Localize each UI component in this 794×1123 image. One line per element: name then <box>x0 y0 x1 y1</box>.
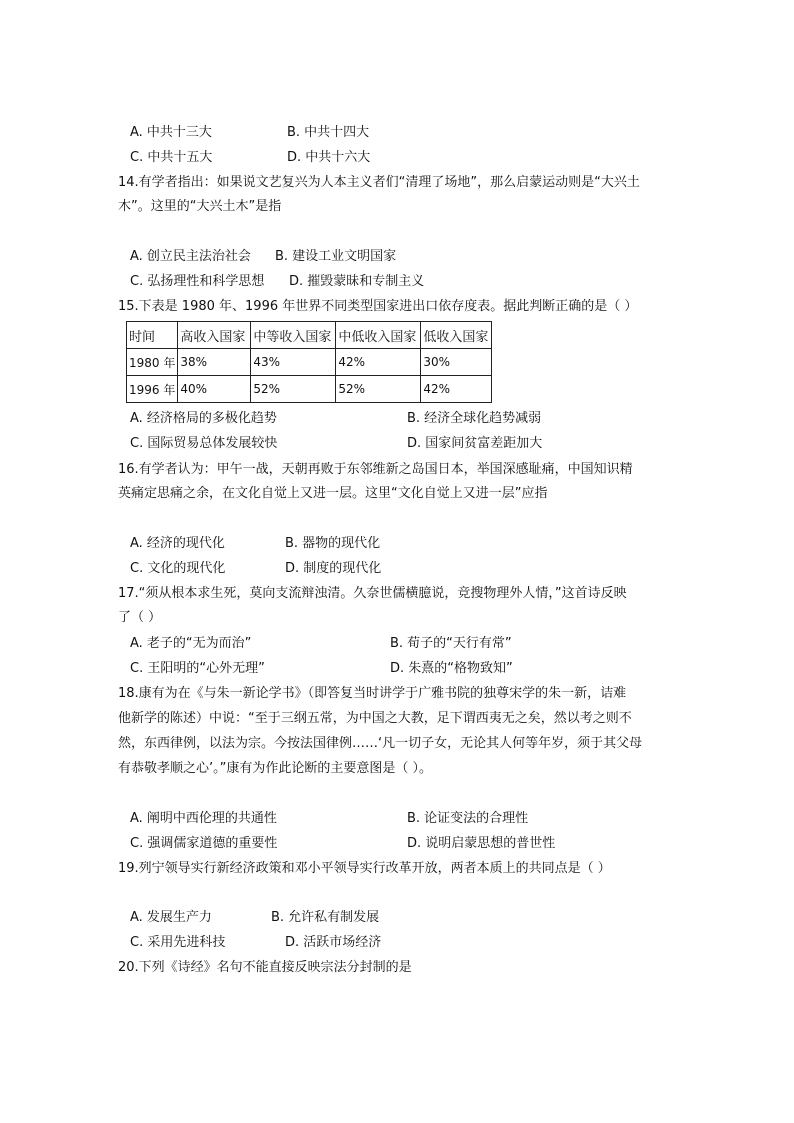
q16-option-d: D. 制度的现代化 <box>285 561 382 576</box>
q19-option-d: D. 活跃市场经济 <box>285 935 382 950</box>
q18-option-d: D. 说明启蒙思想的普世性 <box>407 836 556 851</box>
q17-stem-line1: 17.“须从根本求生死，莫向支流辩浊清。久奈世儒横臆说，竞搜物理外人情，”这首诗反映 <box>118 586 627 601</box>
q14-option-a: A. 创立民主法治社会 <box>130 249 251 264</box>
q19-option-b: B. 允许私有制发展 <box>271 910 380 925</box>
q17-stem-line2: 了（ ） <box>118 610 162 625</box>
table-row <box>127 376 492 403</box>
q17-option-b: B. 荀子的“天行有常” <box>390 636 512 651</box>
q17-option-c: C. 王阳明的“心外无理” <box>130 661 265 676</box>
table-header-cell: 中低收入国家 <box>336 322 421 349</box>
q17-option-d: D. 朱熹的“格物致知” <box>390 661 513 676</box>
table-cell: 1996 年 <box>127 376 178 403</box>
q18-option-b: B. 论证变法的合理性 <box>407 811 529 826</box>
table-cell: 52% <box>336 376 421 403</box>
q15-option-d: D. 国家间贫富差距加大 <box>407 436 543 451</box>
q19-option-a: A. 发展生产力 <box>130 910 212 925</box>
table-header-cell: 时间 <box>127 322 178 349</box>
q16-stem-line2: 英痛定思痛之余，在文化自觉上又进一层。这里“文化自觉上又进一层”应指 <box>118 486 548 501</box>
q15-stem: 15.下表是 1980 年、1996 年世界不同类型国家进出口依存度表。据此判断正确的是（ ） <box>118 299 638 314</box>
q18-stem-line2: 他新学的陈述）中说：“至于三纲五常，为中国之大教，足下谓西夷无之矣，然以考之则不 <box>118 711 632 726</box>
q18-stem-line1: 18.康有为在《与朱一新论学书》（即答复当时讲学于广雅书院的独尊宋学的朱一新，诘难 <box>118 686 627 701</box>
q13-option-d: D. 中共十六大 <box>287 150 371 165</box>
table-cell: 42% <box>421 376 492 403</box>
q18-stem-line4: 有恭敬孝顺之心’。”康有为作此论断的主要意图是（ ）。 <box>118 761 432 776</box>
q15-option-c: C. 国际贸易总体发展较快 <box>130 436 278 451</box>
q14-stem-line1: 14.有学者指出：如果说文艺复兴为人本主义者们“清理了场地”，那么启蒙运动则是“大兴土 <box>118 175 640 190</box>
q16-option-c: C. 文化的现代化 <box>130 561 226 576</box>
table-cell: 43% <box>251 349 336 376</box>
table-header-cell: 低收入国家 <box>421 322 492 349</box>
table-header-row <box>127 322 492 349</box>
q15-option-b: B. 经济全球化趋势减弱 <box>407 411 542 426</box>
q20-stem: 20.下列《诗经》名句不能直接反映宗法分封制的是 <box>118 960 412 975</box>
table-cell: 40% <box>178 376 251 403</box>
q14-option-d: D. 摧毁蒙昧和专制主义 <box>289 274 425 289</box>
q19-stem: 19.列宁领导实行新经济政策和邓小平领导实行改革开放，两者本质上的共同点是（ ） <box>118 861 611 876</box>
table-cell: 1980 年 <box>127 349 178 376</box>
q18-stem-line3: 然，东西律例，以法为宗。今按法国律例……‘凡一切子女，无论其人何等年岁，须于其父母 <box>118 736 643 751</box>
q18-option-a: A. 阐明中西伦理的共通性 <box>130 811 277 826</box>
table-header-cell: 中等收入国家 <box>251 322 336 349</box>
q16-option-b: B. 器物的现代化 <box>285 536 381 551</box>
table-cell: 30% <box>421 349 492 376</box>
table-cell: 38% <box>178 349 251 376</box>
q14-option-b: B. 建设工业文明国家 <box>275 249 397 264</box>
table-header-cell: 高收入国家 <box>178 322 251 349</box>
q16-option-a: A. 经济的现代化 <box>130 536 225 551</box>
q19-option-c: C. 采用先进科技 <box>130 935 226 950</box>
q15-option-a: A. 经济格局的多极化趋势 <box>130 411 277 426</box>
q14-stem-line2: 木”。这里的“大兴土木”是指 <box>118 199 282 214</box>
q13-option-a: A. 中共十三大 <box>130 125 212 140</box>
q15-data-table <box>126 321 492 403</box>
table-cell: 42% <box>336 349 421 376</box>
q18-option-c: C. 强调儒家道德的重要性 <box>130 836 278 851</box>
q14-option-c: C. 弘扬理性和科学思想 <box>130 274 265 289</box>
table-cell: 52% <box>251 376 336 403</box>
q13-option-c: C. 中共十五大 <box>130 150 213 165</box>
q13-option-b: B. 中共十四大 <box>287 125 370 140</box>
q17-option-a: A. 老子的“无为而治” <box>130 636 252 651</box>
table-row <box>127 349 492 376</box>
q16-stem-line1: 16.有学者认为：甲午一战，天朝再败于东邻维新之岛国日本，举国深感耻痛，中国知识精 <box>118 462 633 477</box>
